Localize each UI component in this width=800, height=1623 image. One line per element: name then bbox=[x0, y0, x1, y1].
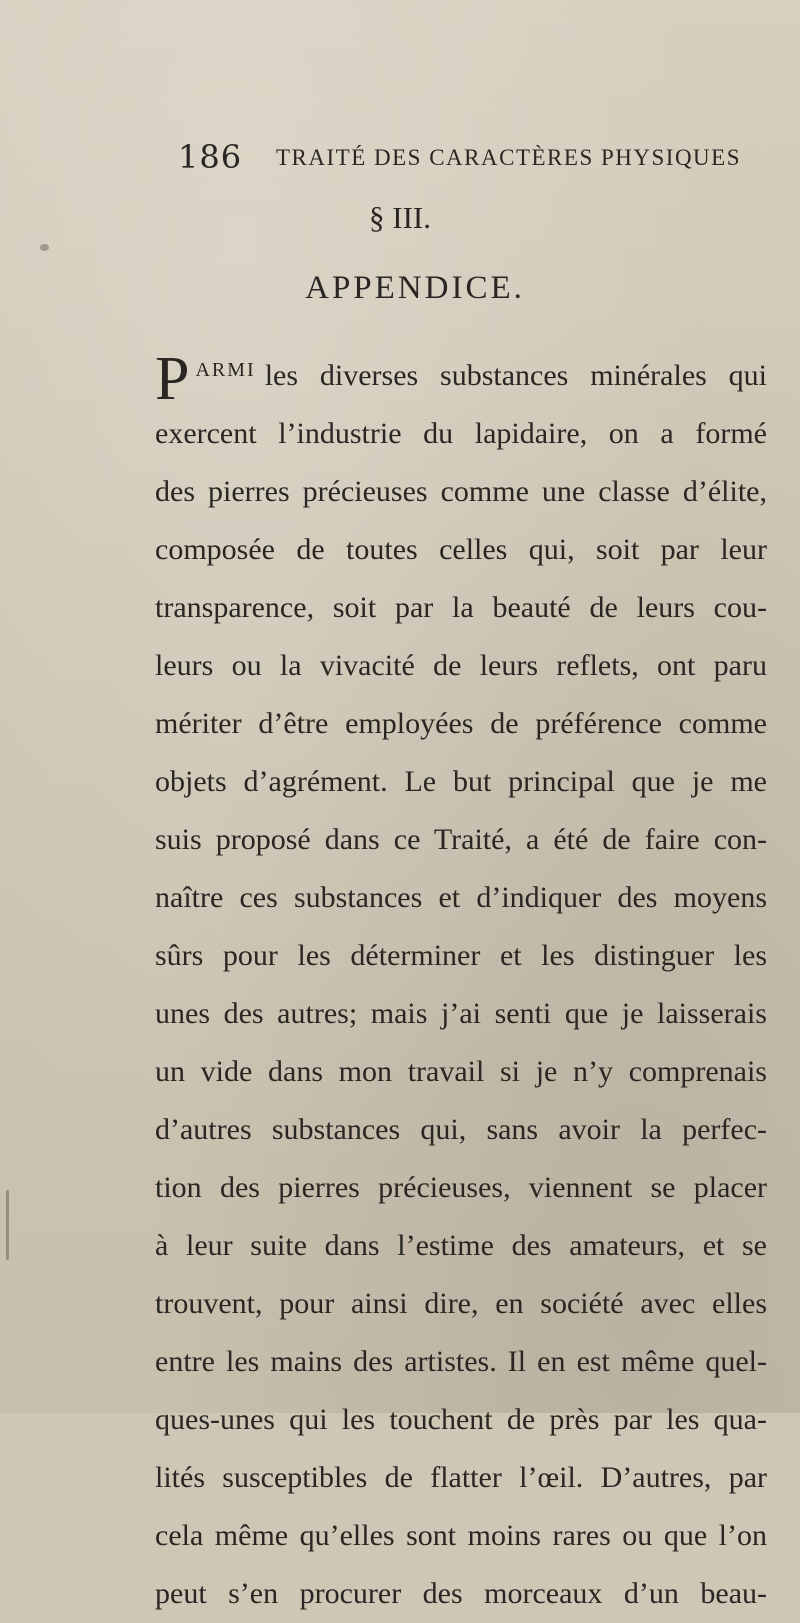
text-line: exercent l’industrie du lapidaire, on a formé bbox=[155, 417, 767, 450]
text-line: transparence, soit par la beauté de leurs cou- bbox=[155, 591, 767, 624]
ink-speck bbox=[6, 1190, 9, 1260]
text-line: trouvent, pour ainsi dire, en société avec elles bbox=[155, 1287, 767, 1320]
ink-speck bbox=[40, 244, 49, 251]
text-line: unes des autres; mais j’ai senti que je laisserais bbox=[155, 997, 767, 1030]
small-caps-word: ARMI bbox=[195, 359, 256, 381]
text-line: lités susceptibles de flatter l’œil. D’autres, par bbox=[155, 1461, 767, 1494]
text-line: cela même qu’elles sont moins rares ou que l’on bbox=[155, 1519, 767, 1552]
text-line: leurs ou la vivacité de leurs reflets, ont paru bbox=[155, 649, 767, 682]
text-line: mériter d’être employées de préférence comme bbox=[155, 707, 767, 740]
text-line: peut s’en procurer des morceaux d’un beau- bbox=[155, 1577, 767, 1610]
text-line: suis proposé dans ce Traité, a été de faire con- bbox=[155, 823, 767, 856]
text-line: ques-unes qui les touchent de près par les qua- bbox=[155, 1403, 767, 1436]
section-title: APPENDICE. bbox=[305, 270, 525, 306]
text-line: sûrs pour les déterminer et les distinguer les bbox=[155, 939, 767, 972]
running-title: TRAITÉ DES CARACTÈRES PHYSIQUES bbox=[276, 145, 742, 170]
text-line: objets d’agrément. Le but principal que je me bbox=[155, 765, 767, 798]
running-head bbox=[0, 138, 800, 178]
text-line: composée de toutes celles qui, soit par leur bbox=[155, 533, 767, 566]
page-number: 186 bbox=[178, 138, 243, 176]
text-line: un vide dans mon travail si je n’y comprenais bbox=[155, 1055, 767, 1088]
first-line-text: les diverses substances minérales qui bbox=[264, 359, 767, 392]
text-line: naître ces substances et d’indiquer des moyens bbox=[155, 881, 767, 914]
text-line: à leur suite dans l’estime des amateurs, et se bbox=[155, 1229, 767, 1262]
text-line: tion des pierres précieuses, viennent se placer bbox=[155, 1171, 767, 1204]
section-number: § III. bbox=[369, 200, 431, 235]
body-text bbox=[155, 341, 767, 1623]
text-line: entre les mains des artistes. Il en est même quel- bbox=[155, 1345, 767, 1378]
drop-cap: P bbox=[155, 345, 190, 413]
text-line: d’autres substances qui, sans avoir la perfec- bbox=[155, 1113, 767, 1146]
first-line bbox=[155, 341, 767, 413]
text-line: des pierres précieuses comme une classe d’élite, bbox=[155, 475, 767, 508]
